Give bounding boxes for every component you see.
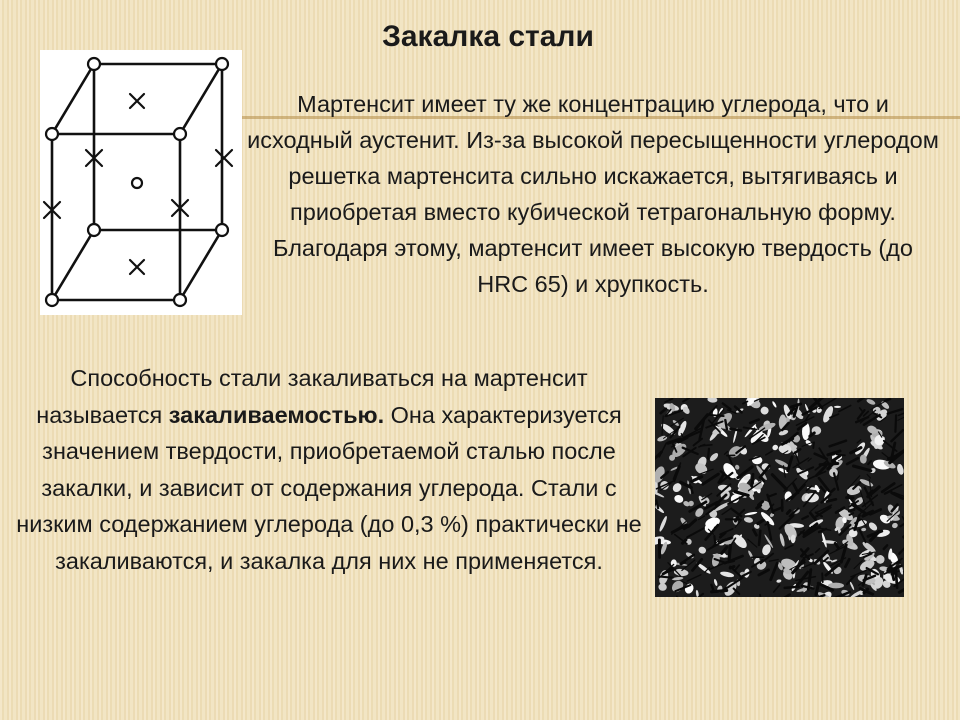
martensite-lattice-diagram bbox=[40, 50, 242, 315]
hardenability-term: закаливаемостью. bbox=[168, 401, 385, 428]
hardenability-description bbox=[14, 360, 644, 579]
slide-title: Закалка стали bbox=[382, 20, 594, 53]
martensite-description: Мартенсит имеет ту же концентрацию углерода, что и исходный аустенит. Из-за высокой пересыщенности углеродом решетка мартенсита сильно искажается, вытягиваясь и приобретая вместо кубической тетрагональную форму. Благодаря этому, мартенсит имеет высокую твердость (до HRC 65) и хрупкость. bbox=[247, 91, 939, 297]
hardenability-text-end: Она характеризуется значением твердости, приобретаемой сталью после закалки, и зависит от содержания углерода. Стали с низким содержанием углерода (до 0,3 %) практически не закаливаются, и закалка для них не применяется. bbox=[16, 401, 642, 574]
hardenability-text-start: Способность стали закаливаться на мартенсит называется bbox=[36, 365, 588, 428]
martensite-micrograph bbox=[655, 398, 904, 597]
